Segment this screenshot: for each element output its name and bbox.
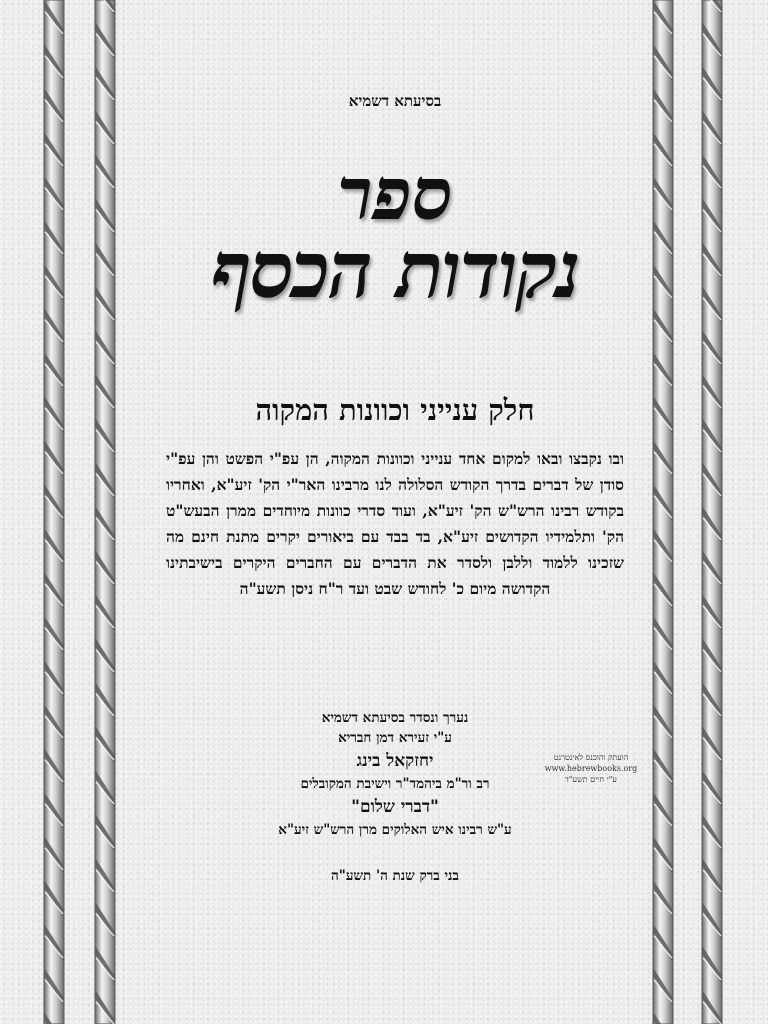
twisted-column-left-outer [40,0,68,1024]
watermark-line-2: ע"י חיים תשע"ד [565,775,617,784]
watermark-url: www.hebrewbooks.org [544,764,638,773]
yeshiva-name: "דברי שלום" [351,797,439,817]
blessing-header: בסיעתא דשמיא [348,92,442,110]
author-name: יחזקאל בינג [356,751,434,771]
book-subtitle: חלק ענייני וכוונות המקוה [255,393,535,427]
hebrewbooks-watermark [536,752,646,785]
twisted-column-right-outer [698,0,726,1024]
book-title-prefix: ספר [337,151,453,236]
twisted-column-left-inner [91,0,119,1024]
book-description: ובו נקבצו ובאו למקום אחד ענייני וכוונות המקוה, הן עפ"י הפשט והן עפ"י סודן של דברים בדרך הקודש הסלולה לנו מרבינו האר"י הק' זיע"א, ואחריו בקודש רבינו הרש"ש הק' זיע"א, ועוד סדרי כוונות מיוחדים ממרן הבעש"ט הק' ותלמידיו הקדושים זיע"א, בד בבד עם ביאורים יקרים מתנת חינם מה שזכינו ללמוד וללבן ולסדר את הדברים עם החברים היקרים בישיבתינו הקדושה מיום כ' לחודש שבט ועד ר"ח ניסן תשע"ה [166,449,624,598]
book-title: נקודות הכסף [211,225,579,316]
credits-edited-line: נערך ונסדר בסיעתא דשמיא [321,710,469,726]
credits-block [150,708,640,886]
watermark-line-1: הועתק והוכנס לאינטרנט [553,753,629,762]
yeshiva-dedication: ע"ש רבינו איש האלוקים מרן הרש"ש זיע"א [278,822,512,838]
author-role: רב ור"מ ביהמד"ר וישיבת המקובלים [300,776,490,792]
twisted-column-right-inner [649,0,677,1024]
title-page [150,0,640,1024]
credits-by-line: ע"י זעירא דמן חבריא [338,730,452,746]
place-and-date: בני ברק שנת ה' תשע"ה [331,868,459,884]
